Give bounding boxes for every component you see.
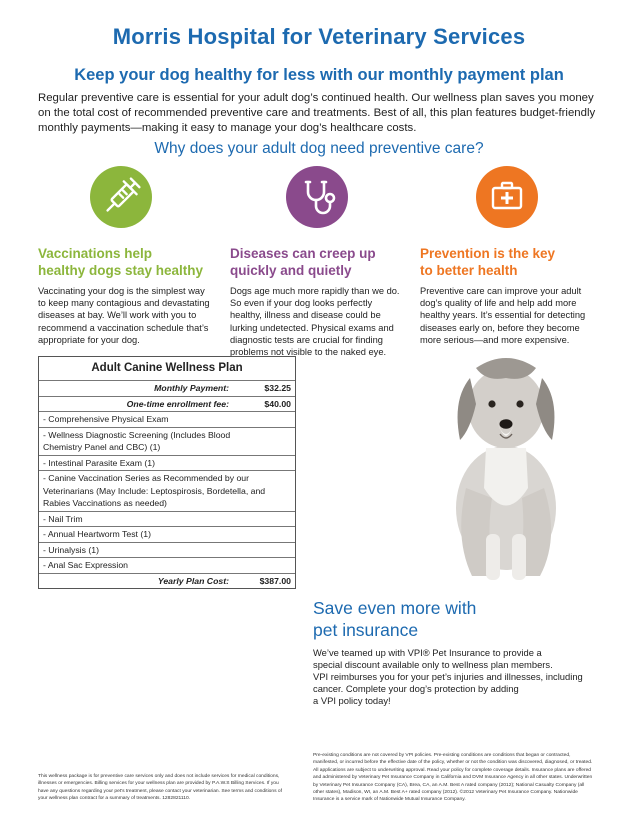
vaccinations-heading — [38, 245, 203, 279]
body-line: lurking undetected. Physical exams and — [230, 322, 394, 333]
plan-item-line: Rabies Vaccinations as needed) — [43, 498, 167, 508]
intro-paragraph: Regular preventive care is essential for your adult dog’s continued health. Our wellness plan saves you money on the total cost of recommended preventive care and treatments. Best of all, this plan features budget-friendly monthly payments—making it easy to manage your dog’s healthcare costs. — [38, 92, 596, 134]
body-line: appropriate for your dog. — [38, 334, 140, 345]
monthly-payment-value: $32.25 — [264, 383, 291, 393]
body-line: diseases early on, before they become — [420, 322, 580, 333]
syringe-icon — [90, 166, 152, 228]
tagline: Keep your dog healthy for less with our monthly payment plan — [74, 66, 564, 84]
yearly-cost-label: Yearly Plan Cost: — [157, 575, 229, 586]
plan-item-line: Veterinarians (May Include: Leptospirosis, Bordetella, and — [43, 485, 266, 496]
disclaimer-left — [38, 773, 300, 803]
body-line: recommend a vaccination schedule that’s — [38, 322, 209, 333]
why-heading: Why does your adult dog need preventive care? — [154, 140, 484, 157]
plan-item — [39, 511, 295, 527]
diseases-body — [230, 285, 400, 358]
body-line: a VPI policy today! — [313, 694, 391, 706]
plan-item — [39, 470, 295, 511]
yearly-cost-value: $387.00 — [259, 575, 291, 586]
plan-title: Adult Canine Wellness Plan — [91, 362, 243, 374]
monthly-payment-row — [39, 380, 295, 396]
plan-item-line: - Canine Vaccination Series as Recommended by our — [43, 473, 250, 483]
disclaimer-right — [313, 752, 599, 804]
body-line: Vaccinating your dog is the simplest way — [38, 286, 205, 296]
monthly-payment-label: Monthly Payment: — [154, 383, 229, 393]
medical-kit-icon — [476, 166, 538, 228]
vaccinations-body — [38, 285, 210, 346]
disclaimer-line: have any questions regarding your pet's treatment, please contact your veterinarian. See terms and conditions of — [38, 788, 282, 794]
body-line: We’ve teamed up with VPI® Pet Insurance to provide a — [313, 647, 542, 658]
disclaimer-line: This wellness package is for preventive care services only and does not include services for medical conditions, — [38, 774, 280, 779]
plan-item-line: - Comprehensive Physical Exam — [43, 414, 169, 424]
heading-line: Save even more with — [313, 598, 477, 618]
body-line: Dogs age much more rapidly than we do. — [230, 286, 400, 296]
plan-item-line: - Urinalysis (1) — [43, 544, 99, 555]
body-line: diseases at bay. We’ll work with you to — [38, 310, 197, 321]
plan-item — [39, 427, 295, 455]
dog-photo — [414, 338, 594, 586]
plan-item-line: - Wellness Diagnostic Screening (Includes Blood — [43, 429, 231, 440]
prevention-heading — [420, 245, 555, 279]
body-line: to keep many contagious and devastating — [38, 298, 210, 309]
heading-line: to better health — [420, 263, 518, 278]
disclaimer-line: Insurance is a service mark of Nationwide Mutual Insurance Company. — [313, 797, 466, 803]
plan-item-line: - Nail Trim — [43, 513, 83, 524]
heading-line: Diseases can creep up — [230, 246, 376, 261]
insurance-body — [313, 647, 583, 707]
disclaimer-line: manifested, or incurred before the effective date of the policy, whether or not the condition was discovered, diagnosed, or treated. — [313, 760, 593, 766]
body-line: more serious—and more expensive. — [420, 334, 570, 345]
enrollment-fee-value: $40.00 — [264, 398, 291, 409]
disclaimer-line: All applications are subject to underwriting approval. Read your policy for complete coverage details. Insurance plans are offered — [313, 767, 592, 773]
heading-line: healthy dogs stay healthy — [38, 263, 204, 278]
body-line: healthy years. It’s essential for detecting — [420, 310, 586, 321]
enrollment-fee-label: One-time enrollment fee: — [126, 398, 229, 409]
plan-item-line: - Intestinal Parasite Exam (1) — [43, 457, 156, 468]
wellness-plan-table — [38, 356, 296, 589]
body-line: problems not visible to the naked eye. — [230, 347, 387, 358]
yearly-cost-row — [39, 573, 295, 589]
disclaimer-line: by Veterinary Pet Insurance Company (CA), Brea, CA, an A.M. Best A rated company (2012); National Casualty Company (all — [313, 782, 585, 788]
plan-item — [39, 526, 295, 542]
disclaimer-line: your wellness plan contract for a summary of treatments. 1282821110. — [38, 796, 191, 802]
plan-item-line: - Annual Heartworm Test (1) — [43, 529, 151, 539]
body-line: healthy, illness and disease could be — [230, 310, 381, 321]
disclaimer-line: and administered by Veterinary Pet Insurance Company in California and DVM Insurance Agency in all other states. Underwritten — [313, 775, 593, 781]
stethoscope-icon — [286, 166, 348, 228]
disclaimer-line: illnesses or emergencies. Billing services for your wellness plan are provided by P.A.W.S Billing Services. If you — [38, 781, 279, 787]
body-line: So even if your dog looks perfectly — [230, 298, 373, 309]
disclaimer-line: Pre-existing conditions are not covered by VPI policies. Pre-existing conditions are conditions that began or contracted, — [313, 753, 571, 758]
plan-item-line: - Anal Sac Expression — [43, 560, 128, 570]
insurance-heading — [313, 597, 476, 641]
heading-line: Prevention is the key — [420, 246, 556, 261]
plan-item — [39, 411, 295, 427]
body-line: diagnostic tests are crucial for finding — [230, 334, 383, 345]
plan-item — [39, 542, 295, 558]
heading-line: Vaccinations help — [38, 246, 153, 261]
plan-item — [39, 557, 295, 573]
enrollment-fee-row — [39, 396, 295, 412]
body-line: VPI reimburses you for your pet’s injuries and illnesses, including — [313, 670, 583, 682]
prevention-body — [420, 285, 585, 346]
heading-line: pet insurance — [313, 620, 419, 640]
body-line: Preventive care can improve your adult — [420, 286, 582, 296]
body-line: dog’s quality of life and help add more — [420, 298, 577, 309]
body-line: cancer. Complete your dog’s protection by adding — [313, 682, 519, 694]
hospital-title: Morris Hospital for Veterinary Services — [112, 24, 526, 49]
body-line: special discount available only to wellness plan members. — [313, 658, 553, 670]
diseases-heading — [230, 245, 376, 279]
plan-item-line: Chemistry Panel and CBC) (1) — [43, 442, 161, 452]
disclaimer-line: other states), Madison, WI, an A.M. Best A+ rated company (2012). ©2012 Veterinary Pet Insurance Company. Nationwide — [313, 790, 578, 796]
heading-line: quickly and quietly — [230, 263, 352, 278]
plan-item — [39, 455, 295, 471]
